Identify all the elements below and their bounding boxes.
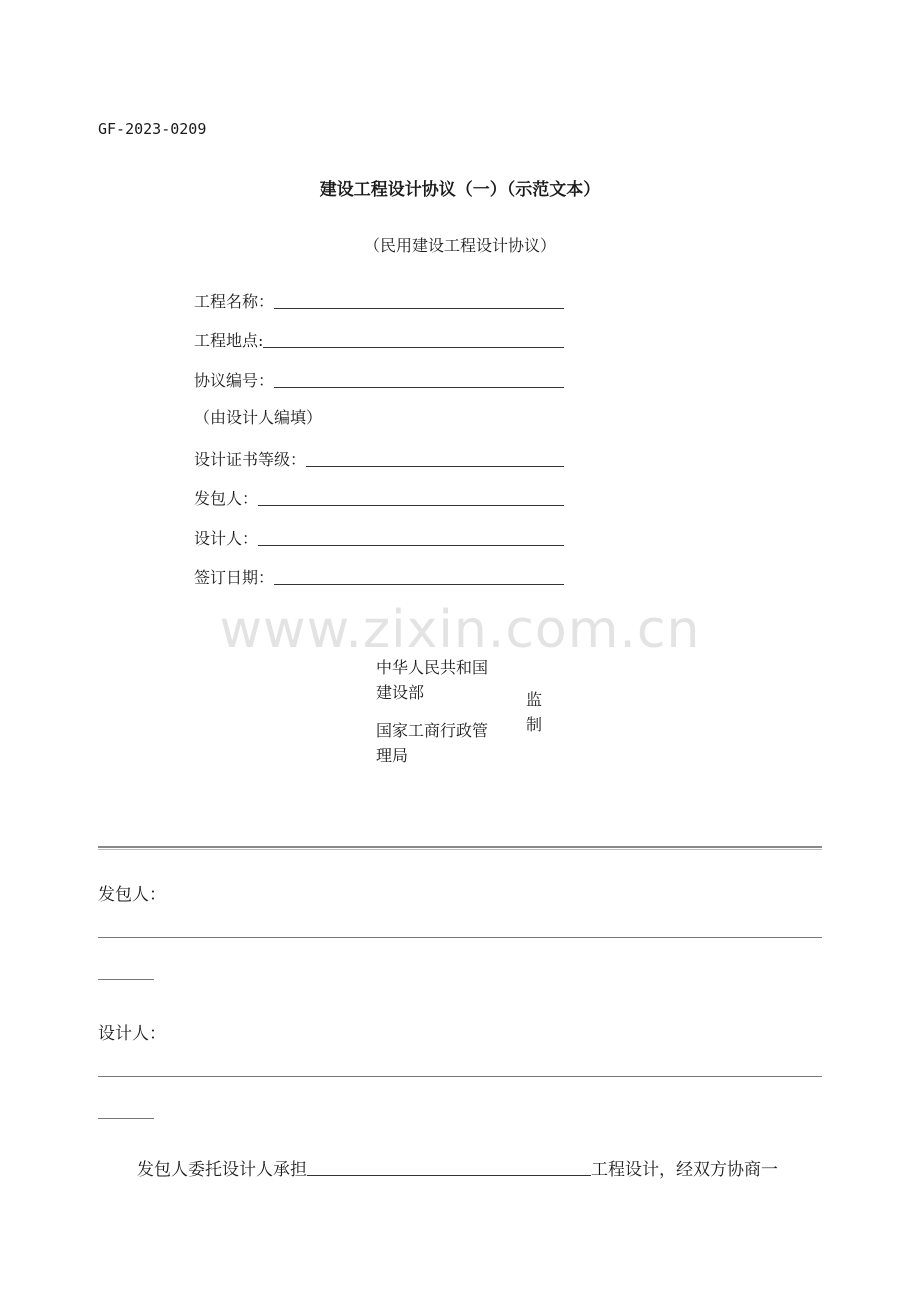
document-subtitle: （民用建设工程设计协议） xyxy=(363,236,556,255)
designer-fill-line[interactable] xyxy=(98,1076,822,1077)
field-sign-date xyxy=(194,564,564,588)
client-fill-line[interactable] xyxy=(98,937,822,938)
document-title: 建设工程设计协议（一）（示范文本） xyxy=(319,180,601,200)
body-text-after: 工程设计，经双方协商一 xyxy=(591,1160,778,1180)
fill-in-line[interactable] xyxy=(258,504,564,506)
fill-in-line[interactable] xyxy=(274,307,564,309)
client-label: 发包人： xyxy=(98,885,166,905)
org-admin-line1: 国家工商行政管 xyxy=(376,721,489,740)
fill-in-line[interactable] xyxy=(274,583,564,585)
field-label: 工程地点: xyxy=(194,331,264,350)
field-project-location xyxy=(194,327,564,351)
field-note: （由设计人编填） xyxy=(194,408,323,427)
fill-in-line[interactable] xyxy=(263,346,564,348)
field-label: 设计证书等级： xyxy=(194,450,307,469)
watermark: www.zixin.com.cn xyxy=(219,600,701,660)
designer-fill-line-cont[interactable] xyxy=(98,1118,154,1119)
fill-in-line[interactable] xyxy=(258,544,564,546)
section-divider xyxy=(98,846,822,850)
field-label: 签订日期： xyxy=(194,568,275,587)
client-fill-line-cont[interactable] xyxy=(98,979,154,980)
field-label: 工程名称： xyxy=(194,292,275,311)
designer-label: 设计人： xyxy=(98,1024,166,1044)
field-label: 协议编号： xyxy=(194,371,275,390)
document-code: GF-2023-0209 xyxy=(98,120,207,138)
field-client xyxy=(194,485,564,509)
field-label: 设计人： xyxy=(194,529,259,548)
fill-in-line[interactable] xyxy=(274,386,564,388)
project-fill-blank[interactable] xyxy=(307,1174,591,1176)
body-text-before: 发包人委托设计人承担 xyxy=(137,1160,307,1180)
org-ministry-line2: 建设部 xyxy=(376,683,425,702)
fill-in-line[interactable] xyxy=(306,465,564,467)
supervise-char-2: 制 xyxy=(526,715,543,734)
agreement-body-paragraph xyxy=(137,1155,817,1180)
org-admin-line2: 理局 xyxy=(376,746,409,765)
field-project-name xyxy=(194,288,564,312)
org-ministry-line1: 中华人民共和国 xyxy=(376,658,489,677)
field-agreement-number xyxy=(194,367,564,391)
field-designer xyxy=(194,525,564,549)
field-label: 发包人： xyxy=(194,489,259,508)
field-certificate-grade xyxy=(194,446,564,470)
supervise-char-1: 监 xyxy=(526,690,543,709)
